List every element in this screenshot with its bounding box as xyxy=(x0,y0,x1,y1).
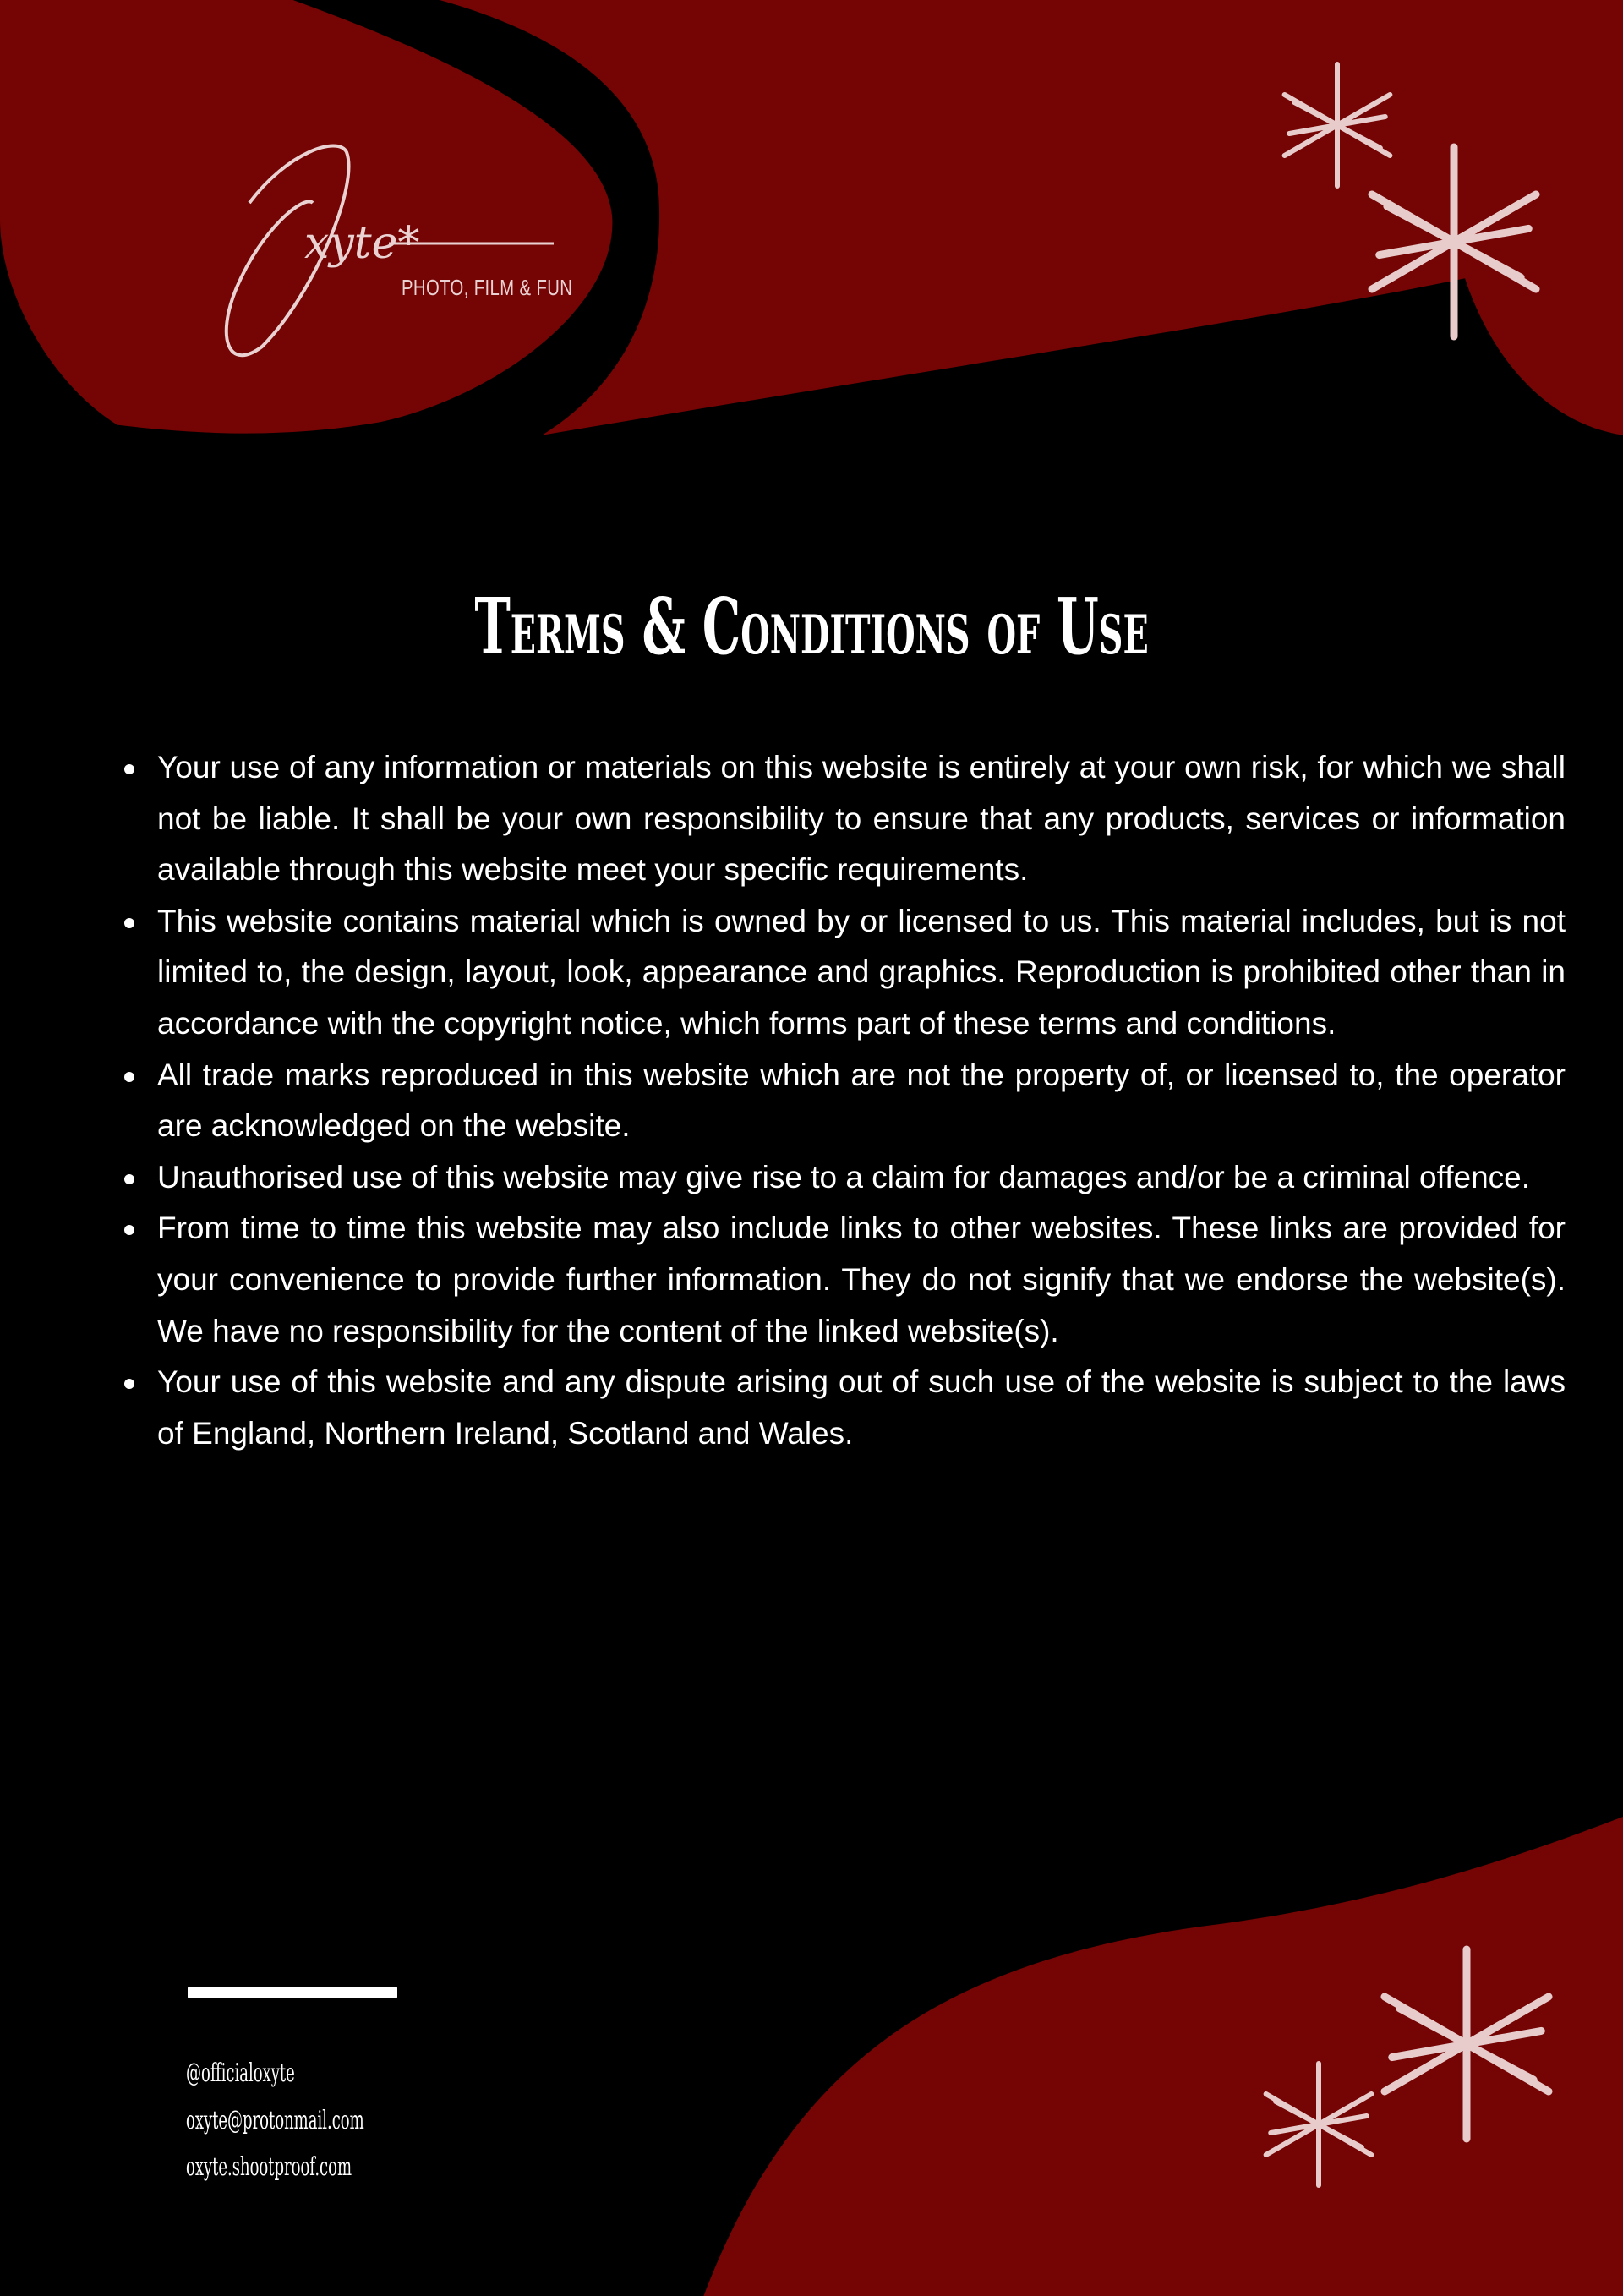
terms-list xyxy=(118,742,1566,1459)
term-item: From time to time this website may also include links to other websites. These links are provided for your convenience to provide further information. They do not signify that we endorse the website(s). We have no responsibility for the content of the linked website(s). xyxy=(157,1203,1566,1357)
oxyte-logo xyxy=(211,118,566,372)
top-right-red-shape xyxy=(440,0,1623,435)
logo-tagline: PHOTO, FILM & FUN xyxy=(402,275,573,300)
term-item: This website contains material which is owned by or licensed to us. This material includes, but is not limited to, the design, layout, look, appearance and graphics. Reproduction is prohibited other than in accordance with the copyright notice, which forms part of these terms and conditions. xyxy=(157,896,1566,1050)
footer-divider xyxy=(188,1987,397,1998)
svg-text:xyte*: xyte* xyxy=(304,218,420,269)
email-link[interactable]: oxyte@protonmail.com xyxy=(186,2105,364,2135)
instagram-handle[interactable]: @officialoxyte xyxy=(186,2058,295,2088)
term-item: Your use of any information or materials on this website is entirely at your own risk, for which we shall not be liable. It shall be your own responsibility to ensure that any products, services or information available through this website meet your specific requirements. xyxy=(157,742,1566,896)
website-link[interactable]: oxyte.shootproof.com xyxy=(186,2152,352,2182)
term-item: Your use of this website and any dispute arising out of such use of the website is subject to the laws of England, Northern Ireland, Scotland and Wales. xyxy=(157,1357,1566,1459)
term-item: All trade marks reproduced in this website which are not the property of, or licensed to, the operator are acknowledged on the website. xyxy=(157,1050,1566,1152)
page-title-text: Terms & Conditions of Use xyxy=(474,580,1149,672)
page-title xyxy=(0,581,1623,672)
footer-contacts xyxy=(186,2050,483,2191)
term-item: Unauthorised use of this website may give rise to a claim for damages and/or be a criminal offence. xyxy=(157,1152,1566,1204)
